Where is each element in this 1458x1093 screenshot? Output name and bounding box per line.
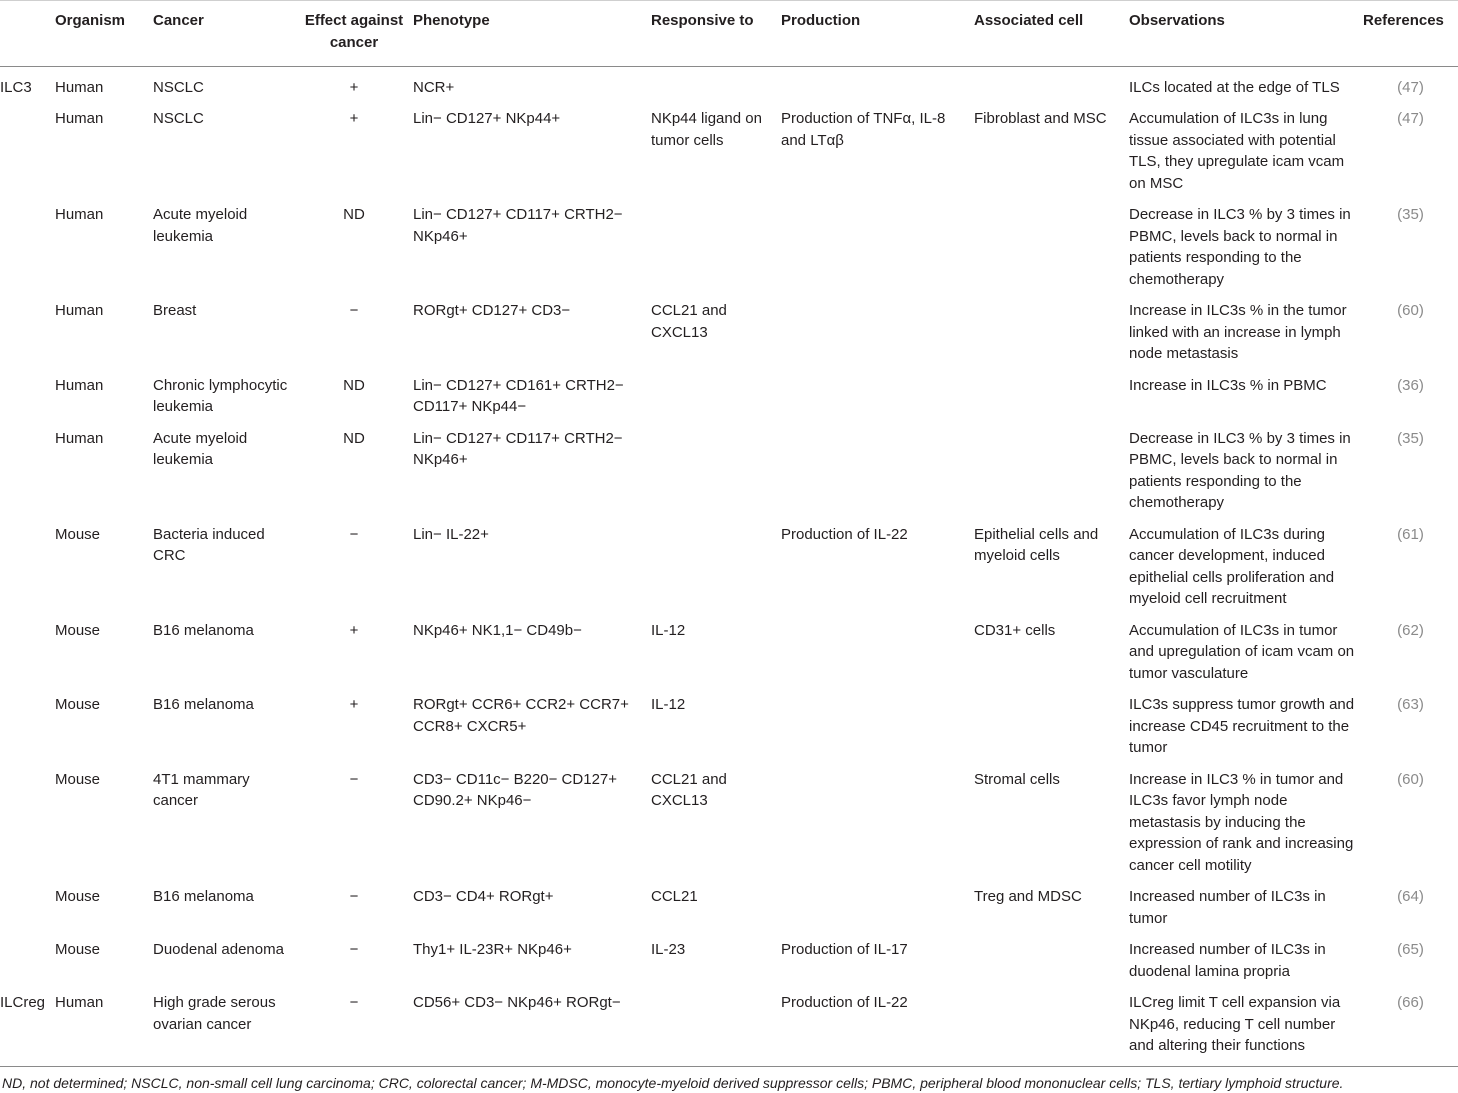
cell-phenotype: CD3− CD11c− B220− CD127+ CD90.2+ NKp46− <box>413 770 618 809</box>
cell-reference-link[interactable]: (47) <box>1397 78 1424 96</box>
cell-phenotype: Lin− IL-22+ <box>413 525 489 543</box>
cell-observations: Decrease in ILC3 % by 3 times in PBMC, levels back to normal in patients responding to the chemotherapy <box>1129 206 1351 288</box>
header-production: Production <box>781 0 974 66</box>
table-header <box>0 0 1458 66</box>
cell-effect: ND <box>343 376 365 394</box>
cell-effect: + <box>349 621 359 639</box>
cell-effect: − <box>349 888 359 905</box>
cell-associated <box>974 986 1129 1066</box>
cell-observations: Accumulation of ILC3s during cancer development, induced epithelial cells proliferation and myeloid cell recruitment <box>1129 525 1335 607</box>
cell-production: Production of IL-17 <box>781 941 908 958</box>
table-row <box>0 933 1458 986</box>
cell-cancer: B16 melanoma <box>153 888 254 905</box>
cell-phenotype: Lin− CD127+ NKp44+ <box>413 110 561 127</box>
cell-production <box>781 369 974 422</box>
cell-effect: ND <box>343 206 365 223</box>
cell-effect: ND <box>343 429 365 447</box>
cell-phenotype: NCR+ <box>413 78 455 96</box>
cell-reference-link[interactable]: (65) <box>1397 941 1424 958</box>
cell-associated: Treg and MDSC <box>974 888 1082 905</box>
cell-responsive <box>651 369 781 422</box>
cell-production: Production of IL-22 <box>781 525 908 543</box>
cell-associated <box>974 198 1129 294</box>
cell-production: Production of TNFα, IL-8 and LTαβ <box>781 110 946 149</box>
cell-phenotype: CD56+ CD3− NKp46+ RORgt− <box>413 986 651 1066</box>
cell-responsive: IL-12 <box>651 621 686 639</box>
header-references: References <box>1363 0 1458 66</box>
cell-production <box>781 688 974 763</box>
header-organism: Organism <box>55 0 153 66</box>
cell-group <box>0 614 55 689</box>
cell-group <box>0 102 55 198</box>
cell-effect: − <box>295 986 413 1066</box>
cell-reference-link[interactable]: (35) <box>1397 206 1424 223</box>
cell-group <box>0 518 55 614</box>
cell-reference-link[interactable]: (60) <box>1397 302 1424 319</box>
cell-responsive: NKp44 ligand on tumor cells <box>651 110 762 149</box>
cell-observations: ILC3s suppress tumor growth and increase CD45 recruitment to the tumor <box>1129 696 1355 756</box>
cell-production <box>781 614 974 689</box>
cell-organism: Human <box>55 429 104 447</box>
cell-group: ILC3 <box>0 78 32 96</box>
cell-associated: Stromal cells <box>974 770 1060 788</box>
cell-responsive: CCL21 and CXCL13 <box>651 302 727 341</box>
cell-reference-link[interactable]: (60) <box>1397 770 1424 788</box>
table-row <box>0 986 1458 1066</box>
cell-group <box>0 369 55 422</box>
cell-responsive <box>651 66 781 102</box>
cell-production: Production of IL-22 <box>781 986 974 1066</box>
cell-responsive: CCL21 and CXCL13 <box>651 770 727 809</box>
cell-organism: Human <box>55 78 104 96</box>
cell-associated <box>974 369 1129 422</box>
cell-responsive: IL-12 <box>651 696 686 713</box>
cell-reference-link[interactable]: (63) <box>1397 696 1424 713</box>
cell-organism: Mouse <box>55 696 101 713</box>
cell-group <box>0 880 55 933</box>
header-associated: Associated cell <box>974 0 1129 66</box>
table-row <box>0 102 1458 198</box>
cell-observations: Accumulation of ILC3s in lung tissue associated with potential TLS, they upregulate icam vcam on MSC <box>1129 110 1345 192</box>
table-row <box>0 66 1458 102</box>
cell-group <box>0 294 55 369</box>
cell-phenotype: Thy1+ IL-23R+ NKp46+ <box>413 941 572 958</box>
header-responsive: Responsive to <box>651 0 781 66</box>
cell-reference-link[interactable]: (66) <box>1363 986 1458 1066</box>
cell-cancer: Bacteria induced CRC <box>153 525 265 564</box>
cell-organism: Human <box>55 110 104 127</box>
table-row <box>0 518 1458 614</box>
cell-responsive <box>651 422 781 518</box>
cell-reference-link[interactable]: (35) <box>1397 429 1424 447</box>
header-group <box>0 0 55 66</box>
cell-cancer: Breast <box>153 302 197 319</box>
cell-responsive <box>651 986 781 1066</box>
cell-phenotype: Lin− CD127+ CD161+ CRTH2− CD117+ NKp44− <box>413 376 624 415</box>
cell-cancer: Acute myeloid leukemia <box>153 429 248 468</box>
table-footnote: ND, not determined; NSCLC, non-small cell lung carcinoma; CRC, colorectal cancer; M-MDSC, monocyte-myeloid derived suppressor cells; PBMC, peripheral blood mononuclear cells; TLS, tertiary lymphoid structure. <box>2 1074 1344 1091</box>
cell-organism: Human <box>55 302 104 319</box>
cell-group: ILCreg <box>0 986 55 1066</box>
cell-observations: Increased number of ILC3s in tumor <box>1129 888 1326 927</box>
cell-associated <box>974 933 1129 986</box>
cell-observations: Increase in ILC3s % in PBMC <box>1129 376 1327 394</box>
cell-effect: − <box>349 941 359 958</box>
cell-production <box>781 880 974 933</box>
cell-observations: ILCreg limit T cell expansion via NKp46, reducing T cell number and altering their functions <box>1129 986 1363 1066</box>
cell-cancer: NSCLC <box>153 110 204 127</box>
cell-responsive <box>651 518 781 614</box>
cell-phenotype: RORgt+ CD127+ CD3− <box>413 302 571 319</box>
cell-cancer: High grade serous ovarian cancer <box>153 986 295 1066</box>
cell-effect: + <box>349 110 359 127</box>
cell-phenotype: CD3− CD4+ RORgt+ <box>413 888 554 905</box>
cell-associated <box>974 688 1129 763</box>
cell-group <box>0 422 55 518</box>
cell-group <box>0 933 55 986</box>
cell-organism: Mouse <box>55 941 101 958</box>
header-phenotype: Phenotype <box>413 0 651 66</box>
cell-responsive: CCL21 <box>651 888 698 905</box>
cell-cancer: Duodenal adenoma <box>153 941 284 958</box>
cell-reference-link[interactable]: (62) <box>1397 621 1424 639</box>
table-row <box>0 880 1458 933</box>
table-row <box>0 369 1458 422</box>
cell-effect: − <box>349 302 359 319</box>
cell-cancer: Acute myeloid leukemia <box>153 206 248 245</box>
cell-responsive: IL-23 <box>651 941 686 958</box>
cell-observations: Increased number of ILC3s in duodenal lamina propria <box>1129 941 1326 980</box>
table-row <box>0 614 1458 689</box>
cell-production <box>781 294 974 369</box>
cell-phenotype: NKp46+ NK1,1− CD49b− <box>413 621 582 639</box>
cell-reference-link[interactable]: (36) <box>1397 376 1424 394</box>
header-effect: Effect against cancer <box>295 0 413 66</box>
cell-responsive <box>651 198 781 294</box>
cell-effect: − <box>349 770 359 788</box>
cell-observations: Accumulation of ILC3s in tumor and upregulation of icam vcam on tumor vasculature <box>1129 621 1355 682</box>
cell-observations: ILCs located at the edge of TLS <box>1129 78 1340 96</box>
cell-reference-link[interactable]: (61) <box>1397 525 1424 543</box>
table-row <box>0 422 1458 518</box>
cell-organism: Human <box>55 986 153 1066</box>
cell-associated: CD31+ cells <box>974 621 1056 639</box>
table-row <box>0 294 1458 369</box>
cell-phenotype: Lin− CD127+ CD117+ CRTH2− NKp46+ <box>413 206 623 245</box>
cell-organism: Mouse <box>55 888 101 905</box>
cell-observations: Increase in ILC3s % in the tumor linked with an increase in lymph node metastasis <box>1129 302 1347 362</box>
cell-organism: Human <box>55 206 104 223</box>
cell-phenotype: RORgt+ CCR6+ CCR2+ CCR7+ CCR8+ CXCR5+ <box>413 696 629 735</box>
cell-cancer: Chronic lymphocytic leukemia <box>153 376 288 415</box>
cell-associated: Epithelial cells and myeloid cells <box>974 525 1099 564</box>
header-cancer: Cancer <box>153 0 295 66</box>
cell-effect: + <box>349 78 359 96</box>
cell-observations: Increase in ILC3 % in tumor and ILC3s favor lymph node metastasis by inducing the expression of rank and increasing cancer cell motility <box>1129 770 1354 874</box>
cell-reference-link[interactable]: (47) <box>1397 110 1424 127</box>
cell-observations: Decrease in ILC3 % by 3 times in PBMC, levels back to normal in patients responding to the chemotherapy <box>1129 429 1351 511</box>
cell-organism: Mouse <box>55 621 101 639</box>
top-divider <box>0 0 1458 1</box>
cell-group <box>0 688 55 763</box>
cell-cancer: NSCLC <box>153 78 204 96</box>
cell-production <box>781 198 974 294</box>
cell-production <box>781 66 974 102</box>
table-row <box>0 763 1458 881</box>
cell-production <box>781 763 974 881</box>
cell-cancer: B16 melanoma <box>153 621 254 639</box>
cell-associated: Fibroblast and MSC <box>974 110 1107 127</box>
cell-organism: Mouse <box>55 770 101 788</box>
cell-reference-link[interactable]: (64) <box>1397 888 1424 905</box>
cell-associated <box>974 294 1129 369</box>
table-row <box>0 198 1458 294</box>
cell-group <box>0 763 55 881</box>
cell-associated <box>974 422 1129 518</box>
cell-organism: Human <box>55 376 104 394</box>
cell-cancer: B16 melanoma <box>153 696 254 713</box>
cell-group <box>0 198 55 294</box>
cell-phenotype: Lin− CD127+ CD117+ CRTH2− NKp46+ <box>413 429 623 468</box>
table-body <box>0 66 1458 1066</box>
cell-effect: − <box>349 525 359 543</box>
cell-effect: + <box>349 696 359 713</box>
cell-associated <box>974 66 1129 102</box>
header-observations: Observations <box>1129 0 1363 66</box>
cell-production <box>781 422 974 518</box>
cell-organism: Mouse <box>55 525 101 543</box>
cell-cancer: 4T1 mammary cancer <box>153 770 250 809</box>
table-row <box>0 688 1458 763</box>
